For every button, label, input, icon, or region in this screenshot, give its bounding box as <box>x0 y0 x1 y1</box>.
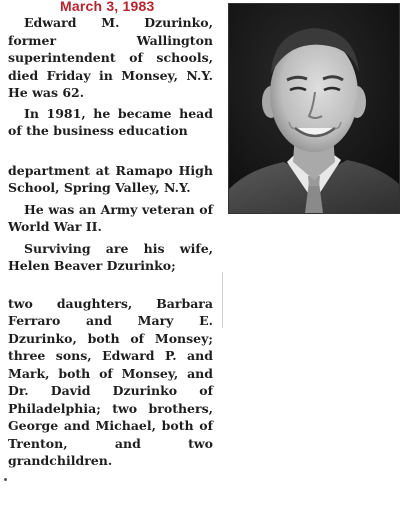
obituary-paragraph-career-continued: department at Ramapo High School, Spring Valley, N.Y. <box>8 162 213 195</box>
obituary-paragraph-career: In 1981, he became head of the business education <box>8 105 213 138</box>
obituary-paragraph-lead: Edward M. Dzurinko, former Wallington superintendent of schools, died Friday in Monsey, N.Y. He was 62. <box>8 15 213 100</box>
portrait-photo <box>228 3 400 214</box>
print-speck <box>4 478 7 481</box>
obituary-paragraph-survivors: Surviving are his wife, Helen Beaver Dzurinko; <box>8 240 213 273</box>
obituary-column <box>8 14 213 470</box>
obituary-paragraph-family: two daughters, Barbara Ferraro and Mary E. Dzurinko, both of Monsey; three sons, Edward P. and Mark, both of Monsey, and Dr. David Dzurinko of Philadelphia; two brothers, George and Michael, both of Trenton, and two grandchildren. <box>8 295 213 468</box>
obituary-paragraph-military: He was an Army veteran of World War II. <box>8 201 213 234</box>
portrait-illustration <box>229 4 399 213</box>
clipping-date: March 3, 1983 <box>60 0 155 14</box>
clipping-fold-line <box>222 272 223 328</box>
